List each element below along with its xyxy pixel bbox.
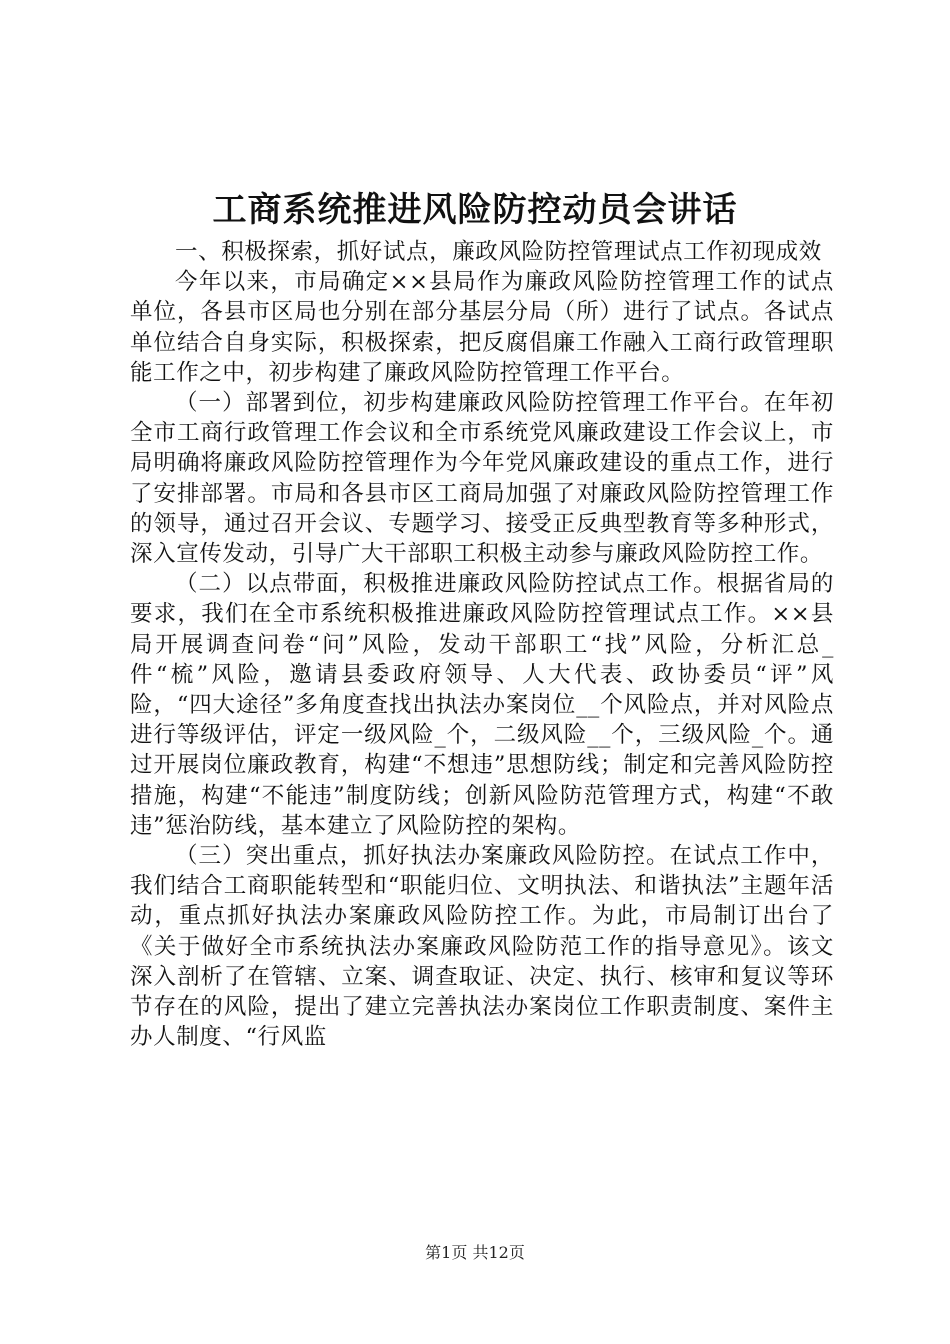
paragraph: 今年以来，市局确定××县局作为廉政风险防控管理工作的试点单位，各县市区局也分别在部分基层分局（所）进行了试点。各试点单位结合自身实际，积极探索，把反腐倡廉工作融入工商行政管理职能工作之中，初步构建了廉政风险防控管理工作平台。 [130,269,834,386]
page-total: 共12页 [472,1243,525,1262]
paragraph: （二）以点带面，积极推进廉政风险防控试点工作。根据省局的要求，我们在全市系统积极推进廉政风险防控管理试点工作。××县局开展调查问卷“问”风险，发动干部职工“找”风险，分析汇总_件“梳”风险，邀请县委政府领导、人大代表、政协委员“评”风险，“四大途径”多角度查找出执法办案岗位__个风险点，并对风险点进行等级评估，评定一级风险_个，二级风险__个，三级风险_个。通过开展岗位廉政教育，构建“不想违”思想防线；制定和完善风险防控措施，构建“不能违”制度防线；创新风险防范管理方式，构建“不敢违”惩治防线，基本建立了风险防控的架构。 [130,571,834,839]
page-number: 第1页 [425,1243,468,1262]
page-footer [0,1242,950,1264]
paragraph: （一）部署到位，初步构建廉政风险防控管理工作平台。在年初全市工商行政管理工作会议和全市系统党风廉政建设工作会议上，市局明确将廉政风险防控管理作为今年党风廉政建设的重点工作，进行了安排部署。市局和各县市区工商局加强了对廉政风险防控管理工作的领导，通过召开会议、专题学习、接受正反典型教育等多种形式，深入宣传发动，引导广大干部职工积极主动参与廉政风险防控工作。 [130,390,834,568]
document-body [130,237,834,1052]
section-heading: 一、积极探索，抓好试点，廉政风险防控管理试点工作初现成效 [175,239,822,265]
paragraph: （三）突出重点，抓好执法办案廉政风险防控。在试点工作中，我们结合工商职能转型和“职能归位、文明执法、和谐执法”主题年活动，重点抓好执法办案廉政风险防控工作。为此，市局制订出台了《关于做好全市系统执法办案廉政风险防范工作的指导意见》。该文深入剖析了在管辖、立案、调查取证、决定、执行、核审和复议等环节存在的风险，提出了建立完善执法办案岗位工作职责制度、案件主办人制度、“行风监 [130,843,834,1051]
document-title: 工商系统推进风险防控动员会讲话 [212,190,738,230]
